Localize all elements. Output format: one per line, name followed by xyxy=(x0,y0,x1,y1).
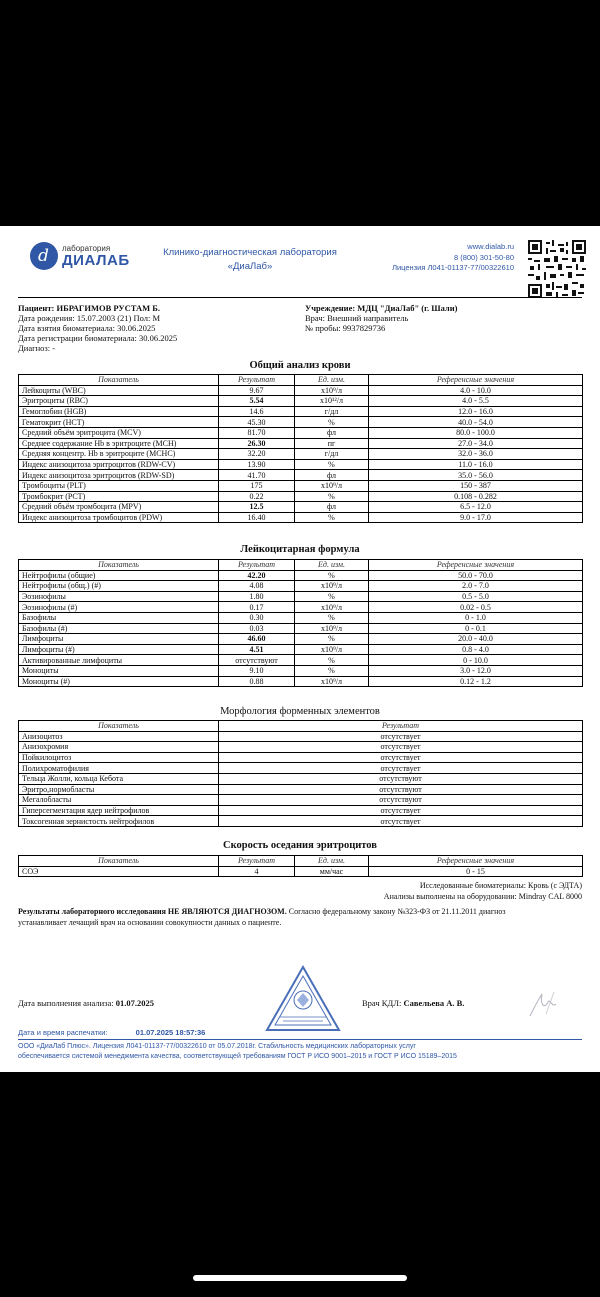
column-header: Результат xyxy=(219,375,295,386)
parameter-name: Лимфоциты xyxy=(19,634,219,645)
print-date-value: 01.07.2025 18:57:36 xyxy=(135,1028,206,1037)
table-row xyxy=(19,612,583,623)
result-value: 0.03 xyxy=(219,623,295,634)
patient-birth: Дата рождения: 15.07.2003 (21) Пол: М xyxy=(18,313,161,323)
website-link[interactable]: www.dialab.ru xyxy=(467,242,514,251)
result-value: 0.30 xyxy=(219,612,295,623)
column-header: Ед. изм. xyxy=(295,560,369,571)
table-row xyxy=(19,676,583,687)
dialab-logo xyxy=(30,242,130,272)
leukocyte-formula-title: Лейкоцитарная формула xyxy=(240,544,360,555)
result-value: 9.10 xyxy=(219,665,295,676)
parameter-name: СОЭ xyxy=(19,866,219,877)
disclaimer-line2: устанавливает лечащий врач на основании совокупности данных о пациенте. xyxy=(18,918,282,927)
unit: фл xyxy=(295,470,369,481)
unit: г/дл xyxy=(295,406,369,417)
lab-name xyxy=(160,246,340,274)
lab-name-line1: Клинико-диагностическая лаборатория xyxy=(163,247,337,258)
parameter-name: Моноциты xyxy=(19,665,219,676)
footer-divider xyxy=(18,1039,582,1040)
morphology-table xyxy=(18,720,583,827)
institution-info xyxy=(305,303,457,333)
parameter-name: Мегалобласты xyxy=(19,795,219,806)
column-header: Показатель xyxy=(19,375,219,386)
table-row xyxy=(19,752,583,763)
parameter-name: Эритро,нормобласты xyxy=(19,784,219,795)
reference-range: 50.0 - 70.0 xyxy=(369,570,583,581)
unit: x10⁹/л xyxy=(295,385,369,396)
phone-number: 8 (800) 301-50-80 xyxy=(453,252,514,262)
leukocyte-formula-table xyxy=(18,559,583,687)
result-value: отсутствуют xyxy=(219,784,583,795)
column-header: Показатель xyxy=(19,856,219,867)
parameter-name: Лейкоциты (WBC) xyxy=(19,385,219,396)
reference-range: 27.0 - 34.0 xyxy=(369,438,583,449)
parameter-name: Нейтрофилы (общие) xyxy=(19,570,219,581)
lab-name-line2: «ДиаЛаб» xyxy=(227,261,273,272)
unit: x10⁹/л xyxy=(295,644,369,655)
print-date xyxy=(18,1027,205,1038)
unit: x10⁹/л xyxy=(295,676,369,687)
table-row xyxy=(19,763,583,774)
parameter-name: Эозинофилы xyxy=(19,591,219,602)
parameter-name: Эритроциты (RBC) xyxy=(19,396,219,407)
reference-range: 0 - 10.0 xyxy=(369,655,583,666)
legal-line1: ООО «ДиаЛаб Плюс». Лицензия Л041-01137-77/00322610 от 05.07.2018г. Стабильность медицинских лабораторных услуг xyxy=(18,1043,416,1050)
column-header: Результат xyxy=(219,856,295,867)
result-value: отсутствует xyxy=(219,816,583,827)
parameter-name: Полихроматофилия xyxy=(19,763,219,774)
unit: x10⁹/л xyxy=(295,581,369,592)
result-value: отсутствует xyxy=(219,752,583,763)
result-value: отсутствует xyxy=(219,763,583,774)
column-header: Показатель xyxy=(19,560,219,571)
parameter-name: Средний объём эритроцита (MCV) xyxy=(19,427,219,438)
unit: мм/час xyxy=(295,866,369,877)
column-header: Результат xyxy=(219,721,583,732)
cbc-title: Общий анализ крови xyxy=(249,360,351,371)
table-row xyxy=(19,634,583,645)
result-value: 1.80 xyxy=(219,591,295,602)
result-value: отсутствуют xyxy=(219,773,583,784)
table-row xyxy=(19,655,583,666)
table-row xyxy=(19,459,583,470)
table-row xyxy=(19,742,583,753)
reference-range: 11.0 - 16.0 xyxy=(369,459,583,470)
result-value: 42.20 xyxy=(219,570,295,581)
unit: % xyxy=(295,665,369,676)
unit: % xyxy=(295,570,369,581)
result-value: 4.51 xyxy=(219,644,295,655)
certification-stamp-icon xyxy=(264,964,342,1034)
lab-doctor-label: Врач КДЛ: xyxy=(362,998,404,1008)
license-number: Лицензия Л041-01137-77/00322610 xyxy=(392,263,514,272)
result-value: отсутствует xyxy=(219,805,583,816)
result-value: 0.22 xyxy=(219,491,295,502)
referring-doctor: Врач: Внешний направитель xyxy=(305,313,409,323)
parameter-name: Гематокрит (HCT) xyxy=(19,417,219,428)
reference-range: 0 - 1.0 xyxy=(369,612,583,623)
result-value: 0.17 xyxy=(219,602,295,613)
table-row xyxy=(19,406,583,417)
table-row xyxy=(19,449,583,460)
reference-range: 12.0 - 16.0 xyxy=(369,406,583,417)
date-done-value: 01.07.2025 xyxy=(115,998,154,1008)
parameter-name: Нейтрофилы (общ.) (#) xyxy=(19,581,219,592)
reference-range: 0.5 - 5.0 xyxy=(369,591,583,602)
result-value: отсутствуют xyxy=(219,795,583,806)
unit: фл xyxy=(295,502,369,513)
reference-range: 0.12 - 1.2 xyxy=(369,676,583,687)
reference-range: 2.0 - 7.0 xyxy=(369,581,583,592)
morphology-title: Морфология форменных элементов xyxy=(220,706,380,717)
doctor-signature-icon xyxy=(526,990,560,1020)
result-value: 81.70 xyxy=(219,427,295,438)
unit: % xyxy=(295,491,369,502)
logo-title: ДИАЛАБ xyxy=(62,252,130,269)
result-value: отсутствуют xyxy=(219,655,295,666)
result-value: 41.70 xyxy=(219,470,295,481)
column-header: Референсные значения xyxy=(369,375,583,386)
reference-range: 6.5 - 12.0 xyxy=(369,502,583,513)
institution: Учреждение: МДЦ "ДиаЛаб" (г. Шали) xyxy=(305,303,458,313)
result-value: 14.6 xyxy=(219,406,295,417)
parameter-name: Индекс анизоцитоза эритроцитов (RDW-SD) xyxy=(19,470,219,481)
date-done-label: Дата выполнения анализа: xyxy=(18,998,116,1008)
result-value: 175 xyxy=(219,480,295,491)
table-row xyxy=(19,866,583,877)
table-header-row xyxy=(19,856,583,867)
table-row xyxy=(19,665,583,676)
reference-range: 0.8 - 4.0 xyxy=(369,644,583,655)
table-row xyxy=(19,784,583,795)
table-header-row xyxy=(19,721,583,732)
result-value: 32.20 xyxy=(219,449,295,460)
unit: г/дл xyxy=(295,449,369,460)
column-header: Результат xyxy=(219,560,295,571)
table-row xyxy=(19,480,583,491)
table-row xyxy=(19,816,583,827)
parameter-name: Гиперсегментация ядер нейтрофилов xyxy=(19,805,219,816)
column-header: Референсные значения xyxy=(369,856,583,867)
legal-info xyxy=(18,1042,457,1062)
legal-line2: обеспечивается системой менеджмента качества, соответствующей требованиям ГОСТ Р ИСО 9001–2015 и ГОСТ Р ИСО 15189–2015 xyxy=(18,1053,457,1060)
unit: % xyxy=(295,591,369,602)
table-header-row xyxy=(19,560,583,571)
unit: x10⁹/л xyxy=(295,602,369,613)
result-value: 0.88 xyxy=(219,676,295,687)
parameter-name: Базофилы (#) xyxy=(19,623,219,634)
lab-doctor xyxy=(362,998,464,1009)
table-row xyxy=(19,602,583,613)
home-indicator[interactable] xyxy=(193,1275,407,1281)
result-value: 4 xyxy=(219,866,295,877)
reference-range: 0 - 0.1 xyxy=(369,623,583,634)
unit: x10¹²/л xyxy=(295,396,369,407)
parameter-name: Моноциты (#) xyxy=(19,676,219,687)
table-row xyxy=(19,470,583,481)
esr-title: Скорость оседания эритроцитов xyxy=(223,840,377,851)
table-row xyxy=(19,491,583,502)
parameter-name: Тельца Жолли, кольца Кебота xyxy=(19,773,219,784)
date-done xyxy=(18,998,154,1009)
lab-contacts xyxy=(392,242,514,274)
table-row xyxy=(19,502,583,513)
table-row xyxy=(19,623,583,634)
parameter-name: Тромбокрит (PCT) xyxy=(19,491,219,502)
reference-range: 20.0 - 40.0 xyxy=(369,634,583,645)
disclaimer xyxy=(18,906,506,928)
unit: % xyxy=(295,655,369,666)
biomaterial: Исследованные биоматериалы: Кровь (с ЭДТА) xyxy=(419,881,582,890)
equipment: Анализы выполнены на оборудовании: Mindray CAL 8000 xyxy=(383,892,582,901)
patient-name: Пациент: ИБРАГИМОВ РУСТАМ Б. xyxy=(18,303,161,313)
parameter-name: Пойкилоцитоз xyxy=(19,752,219,763)
parameter-name: Тромбоциты (PLT) xyxy=(19,480,219,491)
table-row xyxy=(19,805,583,816)
table-row xyxy=(19,427,583,438)
parameter-name: Гемоглобин (HGB) xyxy=(19,406,219,417)
reference-range: 0.02 - 0.5 xyxy=(369,602,583,613)
unit: % xyxy=(295,634,369,645)
esr-table xyxy=(18,855,583,877)
unit: x10⁹/л xyxy=(295,480,369,491)
header-divider xyxy=(18,297,582,298)
result-value: 13.90 xyxy=(219,459,295,470)
table-row xyxy=(19,731,583,742)
table-row xyxy=(19,396,583,407)
table-row xyxy=(19,512,583,523)
result-value: 5.54 xyxy=(219,396,295,407)
reference-range: 80.0 - 100.0 xyxy=(369,427,583,438)
table-header-row xyxy=(19,375,583,386)
parameter-name: Базофилы xyxy=(19,612,219,623)
sample-number: № пробы: 9937829736 xyxy=(305,323,386,333)
unit: % xyxy=(295,459,369,470)
disclaimer-bold: Результаты лабораторного исследования НЕ ЯВЛЯЮТСЯ ДИАГНОЗОМ. xyxy=(18,907,287,916)
reference-range: 32.0 - 36.0 xyxy=(369,449,583,460)
result-value: 26.30 xyxy=(219,438,295,449)
result-value: 12.5 xyxy=(219,502,295,513)
patient-info xyxy=(18,303,177,353)
logo-mark-icon: d xyxy=(30,242,58,270)
sample-date: Дата взятия биоматериала: 30.06.2025 xyxy=(18,323,156,333)
result-value: 9.67 xyxy=(219,385,295,396)
result-value: 16.40 xyxy=(219,512,295,523)
parameter-name: Среднее содержание Hb в эритроците (MCH) xyxy=(19,438,219,449)
column-header: Референсные значения xyxy=(369,560,583,571)
table-row xyxy=(19,570,583,581)
unit: % xyxy=(295,417,369,428)
print-date-label: Дата и время распечатки: xyxy=(18,1028,108,1037)
reference-range: 0.108 - 0.282 xyxy=(369,491,583,502)
parameter-name: Эозинофилы (#) xyxy=(19,602,219,613)
table-row xyxy=(19,644,583,655)
parameter-name: Средний объём тромбоцита (MPV) xyxy=(19,502,219,513)
result-value: отсутствует xyxy=(219,731,583,742)
table-row xyxy=(19,417,583,428)
unit: фл xyxy=(295,427,369,438)
result-value: 4.08 xyxy=(219,581,295,592)
result-value: отсутствует xyxy=(219,742,583,753)
reference-range: 0 - 15 xyxy=(369,866,583,877)
diagnosis: Диагноз: - xyxy=(18,343,56,353)
lab-report-page xyxy=(0,226,600,1072)
table-row xyxy=(19,581,583,592)
parameter-name: Токсогенная зернистость нейтрофилов xyxy=(19,816,219,827)
column-header: Ед. изм. xyxy=(295,856,369,867)
table-row xyxy=(19,773,583,784)
table-row xyxy=(19,795,583,806)
unit: % xyxy=(295,612,369,623)
column-header: Ед. изм. xyxy=(295,375,369,386)
reference-range: 35.0 - 56.0 xyxy=(369,470,583,481)
unit: пг xyxy=(295,438,369,449)
biomaterial-info xyxy=(384,880,582,902)
reference-range: 3.0 - 12.0 xyxy=(369,665,583,676)
parameter-name: Индекс анизоцитоза тромбоцитов (PDW) xyxy=(19,512,219,523)
parameter-name: Активированные лимфоциты xyxy=(19,655,219,666)
disclaimer-rest: Согласно федеральному закону №323-ФЗ от 21.11.2011 диагноз xyxy=(286,907,506,916)
column-header: Показатель xyxy=(19,721,219,732)
qr-code-icon xyxy=(528,240,586,298)
parameter-name: Анизохромия xyxy=(19,742,219,753)
reference-range: 4.0 - 5.5 xyxy=(369,396,583,407)
unit: % xyxy=(295,512,369,523)
table-row xyxy=(19,438,583,449)
result-value: 45.30 xyxy=(219,417,295,428)
reference-range: 40.0 - 54.0 xyxy=(369,417,583,428)
parameter-name: Анизоцитоз xyxy=(19,731,219,742)
lab-doctor-name: Савельева А. В. xyxy=(403,998,465,1008)
reference-range: 150 - 387 xyxy=(369,480,583,491)
parameter-name: Средняя концентр. Hb в эритроците (MCHC) xyxy=(19,449,219,460)
logo-caption: лаборатория xyxy=(62,244,111,253)
unit: x10⁹/л xyxy=(295,623,369,634)
reference-range: 4.0 - 10.0 xyxy=(369,385,583,396)
parameter-name: Индекс анизоцитоза эритроцитов (RDW-CV) xyxy=(19,459,219,470)
cbc-table xyxy=(18,374,583,523)
result-value: 46.60 xyxy=(219,634,295,645)
registration-date: Дата регистрации биоматериала: 30.06.2025 xyxy=(18,333,178,343)
parameter-name: Лимфоциты (#) xyxy=(19,644,219,655)
reference-range: 9.0 - 17.0 xyxy=(369,512,583,523)
table-row xyxy=(19,591,583,602)
table-row xyxy=(19,385,583,396)
